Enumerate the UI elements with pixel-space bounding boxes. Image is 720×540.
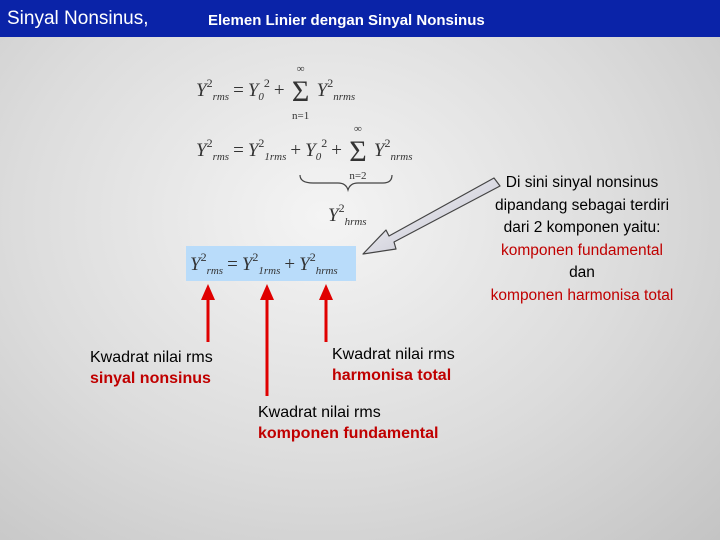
label-fundamental: Kwadrat nilai rms komponen fundamental bbox=[258, 404, 439, 442]
equation-rms-sum: $Y^2_{rms} = Y_0^2$ + ∞ Σ n=1 $Y^2_{nrms}$ bbox=[196, 63, 356, 122]
explanation-text: Di sini sinyal nonsinus dipandang sebagai terdiri dari 2 komponen yaitu: komponen fundamental dan komponen harmonisa total bbox=[462, 172, 702, 307]
summation-symbol: ∞ Σ n=2 bbox=[349, 123, 367, 182]
label-rms-total: Kwadrat nilai rms sinyal nonsinus bbox=[90, 349, 213, 387]
equation-rms-components: $Y^2_{rms} = Y^2_{1rms} + Y^2_{hrms}$ bbox=[190, 250, 338, 277]
label-harmonic: Kwadrat nilai rms harmonisa total bbox=[332, 346, 455, 384]
equation-hrms-term: $Y^2_{hrms}$ bbox=[328, 201, 367, 228]
underbrace bbox=[300, 175, 392, 190]
summation-symbol: ∞ Σ n=1 bbox=[291, 63, 310, 122]
fundamental-label: komponen fundamental bbox=[500, 241, 663, 259]
page-subtitle: Elemen Linier dengan Sinyal Nonsinus bbox=[208, 12, 485, 29]
red-arrow-rms-total bbox=[201, 284, 215, 342]
equation-rms-split: $Y^2_{rms} = Y^2_{1rms} + Y_0^2$ + ∞ Σ n=2 $Y^2_{nrms}$ bbox=[196, 123, 413, 182]
harmonic-label: komponen harmonisa total bbox=[490, 286, 674, 304]
page-title: Sinyal Nonsinus, bbox=[7, 8, 149, 29]
red-arrow-harmonic bbox=[319, 284, 333, 342]
red-arrow-fundamental bbox=[260, 284, 274, 396]
